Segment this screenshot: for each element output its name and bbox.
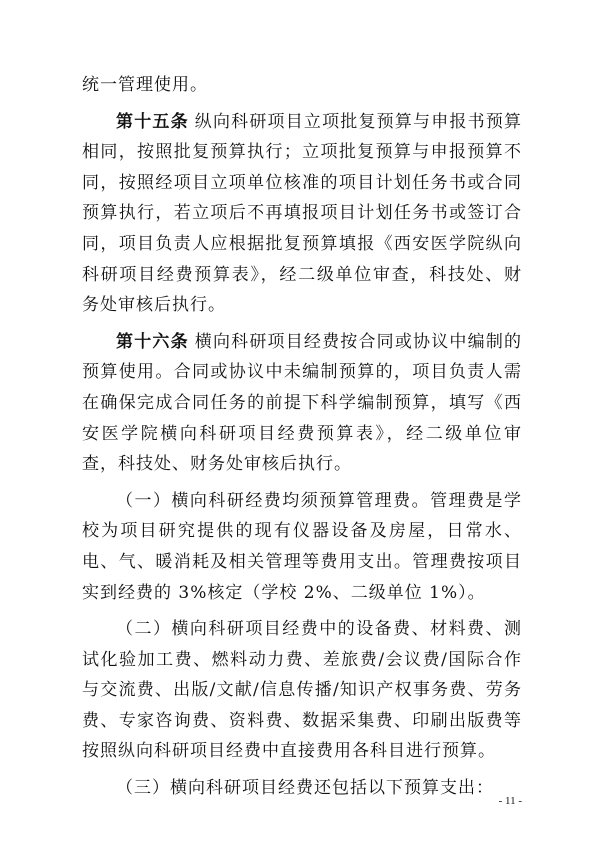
clause-2-paragraph: （二）横向科研项目经费中的设备费、材料费、测试化验加工费、燃料动力费、差旅费/会议费/国际合作与交流费、出版/文献/信息传播/知识产权事务费、劳务费、专家咨询费、资料费、数据采集费、印刷出版费等按照纵向科研项目经费中直接费用各科目进行预算。: [82, 619, 522, 762]
article-16-paragraph: [82, 327, 522, 480]
clause-1-paragraph: （一）横向科研经费均须预算管理费。管理费是学校为项目研究提供的现有仪器设备及房屋，日常水、电、气、暖消耗及相关管理等费用支出。管理费按项目实到经费的 3%核定（学校 2%、二级单位 1%）。: [82, 490, 522, 603]
article-number: 第十六条: [116, 331, 189, 352]
page-number: - 11 -: [498, 795, 522, 807]
article-text: 横向科研项目经费按合同或协议中编制的预算使用。合同或协议中未编制预算的，项目负责人需在确保完成合同任务的前提下科学编制预算，填写《西安医学院横向科研项目经费预算表》，经二级单位审查，科技处、财务处审核后执行。: [82, 331, 523, 475]
article-text: 纵向科研项目立项批复预算与申报书预算相同，按照批复预算执行；立项批复预算与申报预算不同，按照经项目立项单位核准的项目计划任务书或合同预算执行，若立项后不再填报项目计划任务书或签订合同，项目负责人应根据批复预算填报《西安医学院纵向科研项目经费预算表》，经二级单位审查，科技处、财务处审核后执行。: [82, 111, 523, 316]
article-number: 第十五条: [116, 111, 189, 132]
article-15-paragraph: [82, 107, 522, 321]
body-text: [82, 70, 522, 810]
paragraph-continuation: 统一管理使用。: [82, 75, 208, 95]
clause-3-paragraph: （三）横向科研项目经费还包括以下预算支出：: [116, 778, 494, 799]
